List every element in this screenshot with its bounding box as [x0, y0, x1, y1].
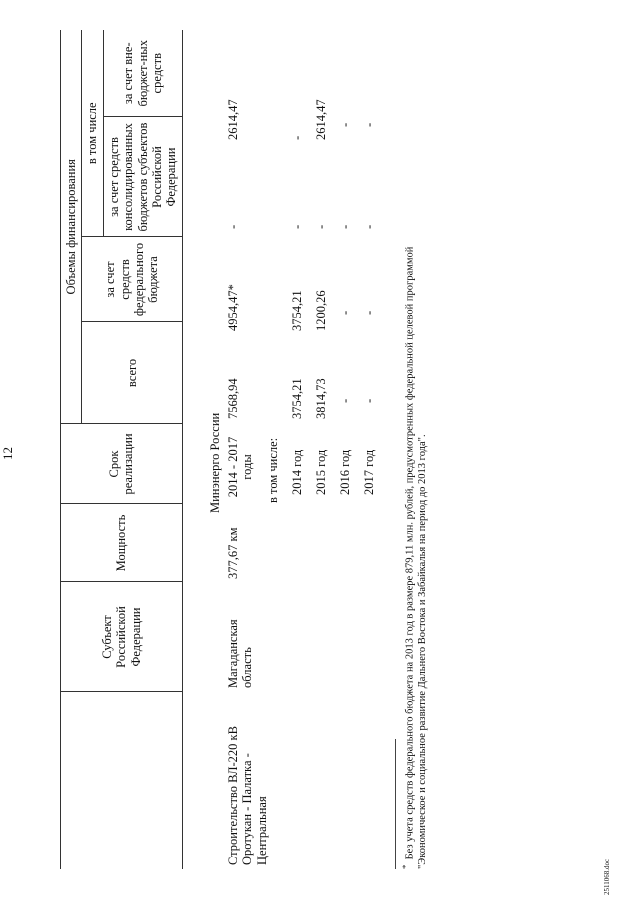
year-consolidated: -	[338, 224, 352, 229]
footnote-line-2: "Экономическое и социальное развитие Дальнего Востока и Забайкалья на период до 2013 года".	[417, 434, 429, 869]
year-extrabudget: 2614,47	[314, 99, 328, 140]
project-period: 2014 - 2017 годы	[226, 436, 255, 498]
year-consolidated: -	[362, 224, 376, 229]
including-label: в том числе:	[266, 437, 280, 503]
doc-id: 2511068.doc	[603, 858, 611, 895]
year-label: 2017 год	[362, 449, 376, 495]
project-federal: 4954,47*	[226, 284, 240, 331]
footnote-line-1: Без учета средств федерального бюджета на 2013 год в размере 879,11 млн. рублей, предусмотренных федеральной целевой программой	[404, 246, 416, 860]
page-number: 12	[0, 447, 15, 460]
year-total: 3814,73	[314, 378, 328, 419]
header-total: всего	[82, 322, 182, 424]
year-federal: -	[338, 310, 352, 315]
year-federal: 1200,26	[314, 290, 328, 331]
year-label: 2016 год	[338, 449, 352, 495]
year-consolidated: -	[314, 224, 328, 229]
project-name: Строительство ВЛ-220 кВ Оротукан - Палатка - Центральная	[226, 726, 269, 865]
year-label: 2014 год	[290, 449, 304, 495]
year-extrabudget: -	[338, 122, 352, 127]
year-total: -	[362, 398, 376, 403]
financing-table	[60, 30, 183, 869]
year-federal: 3754,21	[290, 290, 304, 331]
year-extrabudget: -	[290, 135, 304, 140]
footnote-rule	[395, 739, 396, 869]
header-period: Срок реализации	[61, 424, 183, 504]
header-consolidated: за счет средств консолидированных бюджетов субъектов Российской Федерации	[103, 117, 182, 237]
year-federal: -	[362, 310, 376, 315]
project-consolidated: -	[226, 224, 240, 229]
header-empty-cell	[61, 692, 183, 869]
year-extrabudget: -	[362, 122, 376, 127]
header-power: Мощность	[61, 504, 183, 582]
year-total: -	[338, 398, 352, 403]
header-volume-group: Объемы финансирования	[61, 30, 82, 424]
year-total: 3754,21	[290, 378, 304, 419]
header-federal: за счет средств федерального бюджета	[82, 237, 182, 322]
header-including: в том числе	[82, 30, 103, 237]
year-consolidated: -	[290, 224, 304, 229]
ministry-label: Минэнерго России	[208, 412, 222, 513]
project-power: 377,67 км	[226, 527, 240, 579]
header-subject: Субъект Российской Федерации	[61, 582, 183, 692]
project-subject: Магаданская область	[226, 619, 255, 688]
project-total: 7568,94	[226, 378, 240, 419]
header-extrabudget: за счет вне-бюджет-ных средств	[103, 30, 182, 117]
footnote-marker: *	[400, 864, 410, 869]
year-label: 2015 год	[314, 449, 328, 495]
project-extrabudget: 2614,47	[226, 99, 240, 140]
footnote	[400, 29, 430, 869]
